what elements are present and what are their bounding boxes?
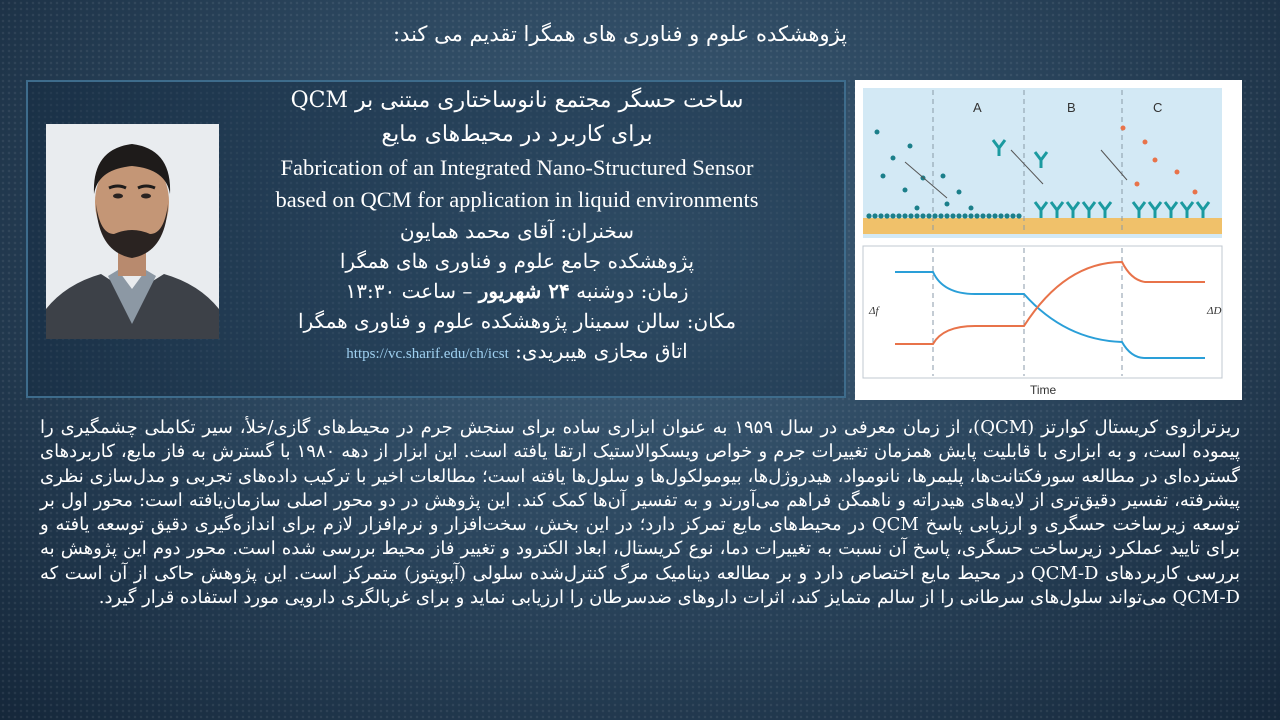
seminar-place: مکان: سالن سمینار پژوهشکده علوم و فناوری همگرا (297, 309, 737, 333)
title-fa-line1: ساخت حسگر مجتمع نانوساختاری مبتنی بر QCM (290, 88, 744, 113)
seminar-details (230, 84, 804, 369)
title-fa-line2: برای کاربرد در محیط‌های مایع (381, 122, 653, 147)
title-en-line2: based on QCM for application in liquid environments (275, 187, 759, 212)
panel-label-b: B (1067, 100, 1076, 115)
virtual-room-link[interactable]: https://vc.sharif.edu/ch/icst (346, 346, 509, 362)
delta-d-label: ΔD (1207, 305, 1222, 317)
page-header: پژوهشکده علوم و فناوری های همگرا تقدیم می کند: (392, 22, 847, 46)
qcm-diagram (855, 80, 1242, 400)
panel-label-a: A (973, 100, 982, 115)
dissipation-curve (895, 262, 1205, 344)
panel-label-c: C (1153, 100, 1163, 115)
virtual-room-label: اتاق مجازی هیبریدی: (515, 339, 688, 363)
abstract-paragraph: ریزترازوی کریستال کوارتز (QCM)، از زمان معرفی در سال ۱۹۵۹ به عنوان ابزاری ساده برای سنجش جرم در محیط‌های گازی/خلأ، سیر تکاملی چشمگیری را پیموده است، و به ابزاری با قابلیت پایش همزمان تغییرات جرم و خواص ویسکوالاستیک ارتقا یافته است. این ابزار از دهه ۱۹۸۰ با گسترش به فاز مایع، کاربردهای گسترده‌ای در مطالعه سورفکتانت‌ها، پلیمرها، نانومواد، هیدروژل‌ها، بیومولکول‌ها و سلول‌ها یافته است؛ مطالعات اخیر با ترکیب داده‌های تجربی و مدل‌سازی نظری پیشرفته، تفسیر دقیق‌تری از لایه‌های هیدراته و ناهمگن فراهم می‌آورند و به تفسیر آن‌ها کمک کند. این پژوهش در دو محور اصلی سازمان‌یافته است: محور اول بر توسعه زیرساخت حسگری و ارزیابی پاسخ QCM در محیط‌های مایع تمرکز دارد؛ در این بخش، سخت‌افزار و نرم‌افزار لازم برای اندازه‌گیری دقیق توسعه یافته و برای تایید عملکرد زیرساخت حسگری، پاسخ آن نسبت به تغییرات دما، نوع کریستال، ابعاد الکترود و تغییر فاز محیط بررسی شده است. محور دوم این پژوهش به بررسی کاربردهای QCM-D در محیط مایع اختصاص دارد و بر مطالعه دینامیک مرگ کنترل‌شده سلولی (آپوپتوز) متمرکز است. این پژوهش حاکی از آن است که QCM-D می‌تواند سلول‌های سرطانی را از سالم متمایز کند، اثرات داروهای ضدسرطان را ارزیابی نماید و برای غربالگری دارویی مورد استفاده قرار گیرد. (40, 417, 1241, 609)
virtual-room (230, 336, 804, 369)
time-prefix: زمان: دوشنبه (576, 279, 689, 303)
speaker-affiliation: پژوهشکده جامع علوم و فناوری های همگرا (339, 249, 695, 273)
delta-f-label: Δf (869, 305, 879, 317)
frequency-curve (895, 272, 1205, 358)
speaker-photo (46, 124, 219, 339)
speaker-name: سخنران: آقای محمد همایون (399, 219, 635, 243)
time-suffix: – ساعت ۱۳:۳۰ (345, 279, 473, 303)
title-en-line1: Fabrication of an Integrated Nano-Structured Sensor (280, 155, 754, 180)
time-date: ۲۴ شهریور (478, 279, 570, 303)
time-axis-label: Time (1030, 383, 1057, 397)
seminar-time (230, 276, 804, 306)
